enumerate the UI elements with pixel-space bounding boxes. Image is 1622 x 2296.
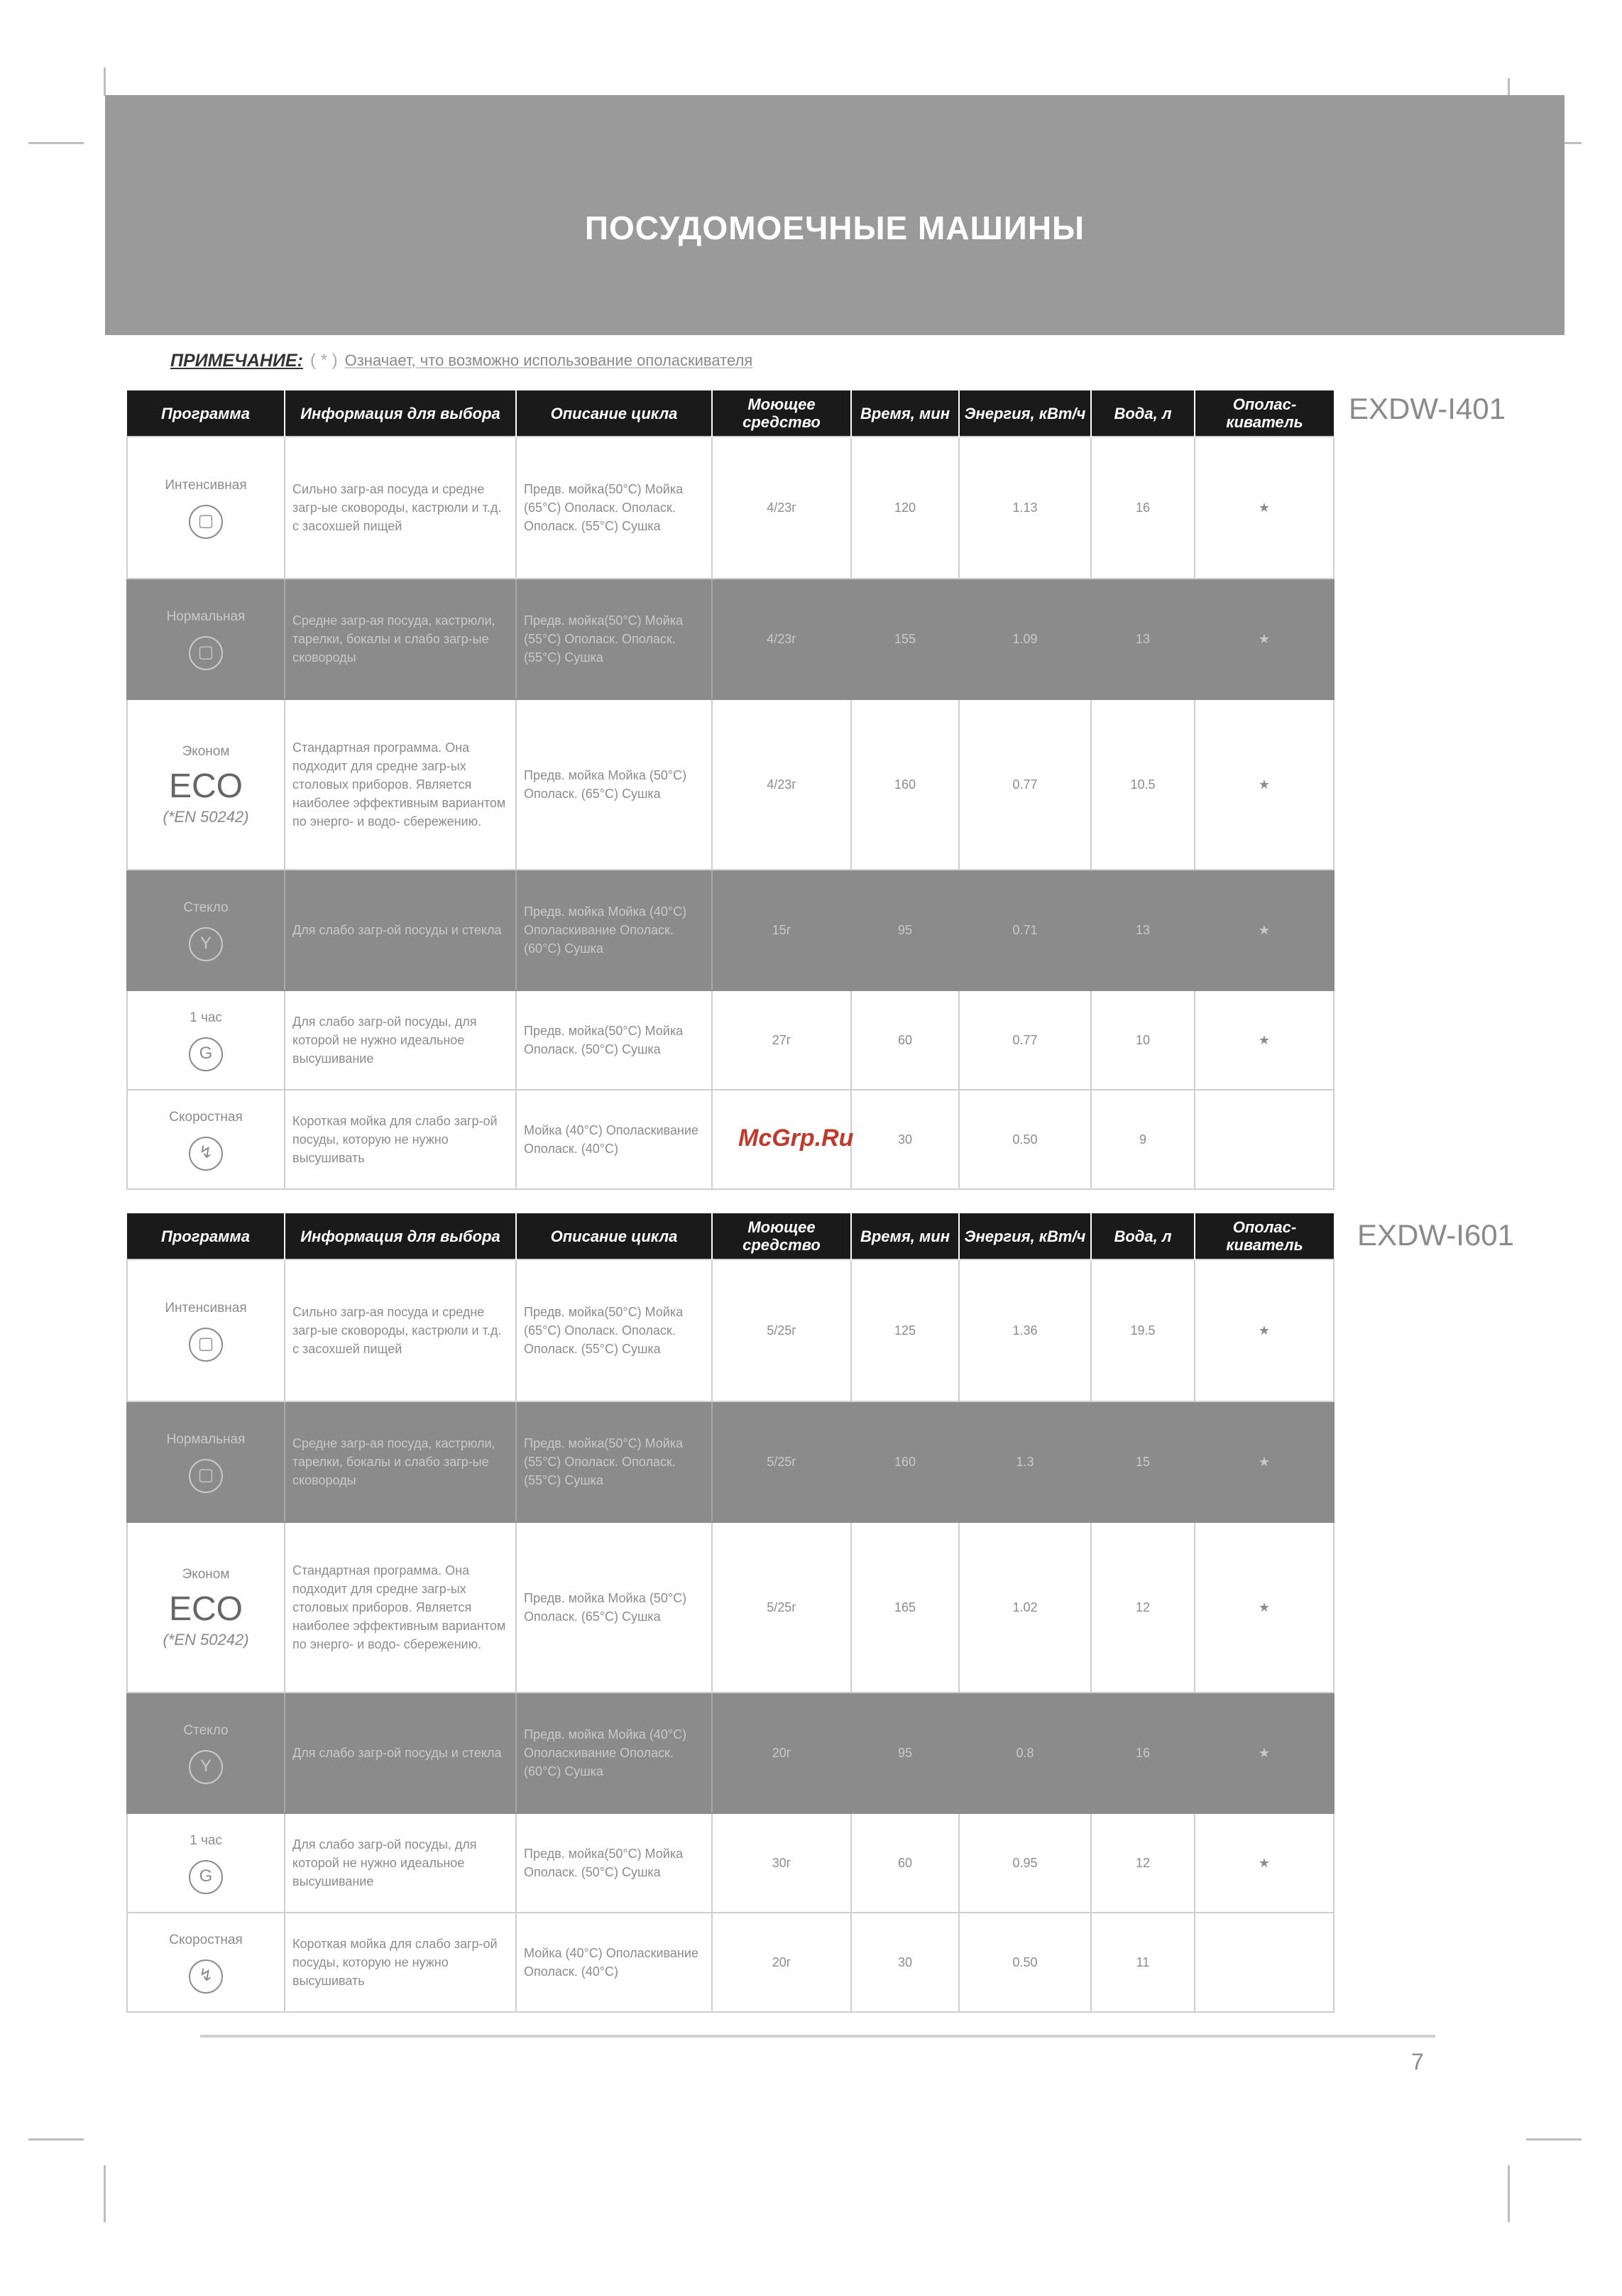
crop-mark	[1526, 2138, 1582, 2141]
table-row	[127, 990, 1334, 1090]
program-name: Нормальная	[166, 1432, 246, 1447]
program-name: Эконом	[182, 1567, 230, 1582]
column-header: Описание цикла	[516, 1213, 712, 1259]
detergent-value: 27г	[712, 990, 851, 1090]
selection-info: Стандартная программа. Она подходит для средне загр-ых столовых приборов. Является наиболее эффективным вариантом по энерго- и водо- сбережению.	[285, 699, 516, 870]
time-value: 160	[851, 699, 959, 870]
model-label-i601: EXDW-I601	[1357, 1218, 1514, 1252]
program-cell	[127, 1401, 285, 1522]
column-header: Ополас-киватель	[1195, 1213, 1334, 1259]
table-row	[127, 870, 1334, 990]
water-value: 13	[1091, 870, 1195, 990]
crop-mark	[1508, 2165, 1510, 2222]
rinse-aid-star-icon: ★	[1195, 1813, 1334, 1913]
selection-info: Короткая мойка для слабо загр-ой посуды, которую не нужно высушивать	[285, 1913, 516, 2012]
time-value: 95	[851, 1693, 959, 1813]
header-band	[105, 95, 1565, 335]
rapid-icon: ↯	[189, 1959, 223, 1994]
water-value: 16	[1091, 437, 1195, 579]
energy-value: 0.77	[959, 990, 1091, 1090]
rinse-aid-star-icon: ★	[1195, 437, 1334, 579]
program-name: 1 час	[190, 1833, 222, 1848]
column-header: Программа	[127, 1213, 285, 1259]
column-header: Моющее средство	[712, 390, 851, 437]
column-header: Описание цикла	[516, 390, 712, 437]
program-name: Интенсивная	[165, 478, 247, 493]
detergent-value: 20г	[712, 1693, 851, 1813]
table-row	[127, 579, 1334, 699]
time-value: 120	[851, 437, 959, 579]
cycle-description: Предв. мойка(50°С) Мойка (55°С) Ополаск. Ополаск.(55°С) Сушка	[516, 579, 712, 699]
cycle-description: Предв. мойка(50°С) Мойка Ополаск. (50°С) Сушка	[516, 1813, 712, 1913]
water-value: 9	[1091, 1090, 1195, 1189]
one-hour-icon: G	[189, 1037, 223, 1071]
water-value: 11	[1091, 1913, 1195, 2012]
table-row	[127, 1693, 1334, 1813]
energy-value: 0.50	[959, 1090, 1091, 1189]
selection-info: Стандартная программа. Она подходит для средне загр-ых столовых приборов. Является наиболее эффективным вариантом по энерго- и водо- сбережению.	[285, 1522, 516, 1693]
detergent-value: 30г	[712, 1813, 851, 1913]
program-name: 1 час	[190, 1010, 222, 1025]
eco-label: ECO	[168, 1590, 243, 1628]
energy-value: 1.02	[959, 1522, 1091, 1693]
time-value: 165	[851, 1522, 959, 1693]
selection-info: Короткая мойка для слабо загр-ой посуды, которую не нужно высушивать	[285, 1090, 516, 1189]
page-title: ПОСУДОМОЕЧНЫЕ МАШИНЫ	[584, 209, 1085, 246]
detergent-value: 4/23г	[712, 699, 851, 870]
program-cell	[127, 699, 285, 870]
energy-value: 0.71	[959, 870, 1091, 990]
column-header: Ополас-киватель	[1195, 390, 1334, 437]
selection-info: Сильно загр-ая посуда и средне загр-ые сковороды, кастрюли и т.д. с засохшей пищей	[285, 1259, 516, 1401]
cycle-description: Предв. мойка Мойка (50°С) Ополаск. (65°С) Сушка	[516, 699, 712, 870]
eco-label: ECO	[168, 767, 243, 805]
normal-pot-icon: ▢	[189, 636, 223, 670]
water-value: 13	[1091, 579, 1195, 699]
rinse-aid-star-icon: ★	[1195, 699, 1334, 870]
table-row	[127, 1401, 1334, 1522]
column-header: Время, мин	[851, 390, 959, 437]
program-cell	[127, 1913, 285, 2012]
column-header: Вода, л	[1091, 1213, 1195, 1259]
rinse-aid-star-icon: ★	[1195, 1522, 1334, 1693]
program-cell	[127, 870, 285, 990]
column-header: Моющее средство	[712, 1213, 851, 1259]
column-header: Энергия, кВт/ч	[959, 1213, 1091, 1259]
cycle-description: Мойка (40°С) Ополаскивание Ополаск. (40°С)	[516, 1090, 712, 1189]
cycle-description: Предв. мойка Мойка (40°С) Ополаскивание Ополаск. (60°С) Сушка	[516, 1693, 712, 1813]
rinse-aid-star-icon	[1195, 1913, 1334, 2012]
program-table-i401	[126, 390, 1335, 1190]
table-header-row	[127, 1213, 1334, 1259]
time-value: 125	[851, 1259, 959, 1401]
note	[170, 346, 1051, 375]
table-row	[127, 699, 1334, 870]
cycle-description: Предв. мойка Мойка (50°С) Ополаск. (65°С) Сушка	[516, 1522, 712, 1693]
eco-standard: (*EN 50242)	[163, 808, 249, 826]
time-value: 60	[851, 990, 959, 1090]
time-value: 160	[851, 1401, 959, 1522]
program-cell	[127, 1813, 285, 1913]
selection-info: Средне загр-ая посуда, кастрюли, тарелки, бокалы и слабо загр-ые сковороды	[285, 1401, 516, 1522]
cycle-description: Мойка (40°С) Ополаскивание Ополаск. (40°С)	[516, 1913, 712, 2012]
program-name: Скоростная	[169, 1110, 243, 1125]
cycle-description: Предв. мойка(50°С) Мойка (55°С) Ополаск. Ополаск.(55°С) Сушка	[516, 1401, 712, 1522]
program-name: Эконом	[182, 744, 230, 759]
water-value: 10	[1091, 990, 1195, 1090]
crop-mark	[104, 2165, 106, 2222]
program-cell	[127, 990, 285, 1090]
selection-info: Для слабо загр-ой посуды, для которой не нужно идеальное высушивание	[285, 1813, 516, 1913]
rinse-aid-star-icon: ★	[1195, 1693, 1334, 1813]
column-header: Время, мин	[851, 1213, 959, 1259]
rinse-aid-star-icon: ★	[1195, 870, 1334, 990]
detergent-value: 20г	[712, 1913, 851, 2012]
energy-value: 1.09	[959, 579, 1091, 699]
column-header: Энергия, кВт/ч	[959, 390, 1091, 437]
normal-pot-icon: ▢	[189, 1459, 223, 1493]
footer-divider	[200, 2035, 1435, 2038]
detergent-value: 15г	[712, 870, 851, 990]
one-hour-icon: G	[189, 1860, 223, 1894]
program-name: Стекло	[183, 1723, 229, 1738]
water-value: 12	[1091, 1522, 1195, 1693]
program-cell	[127, 579, 285, 699]
glass-icon: Y	[189, 1750, 223, 1784]
detergent-value: 4/23г	[712, 579, 851, 699]
program-name: Нормальная	[166, 609, 246, 624]
cycle-description: Предв. мойка(50°С) Мойка Ополаск. (50°С) Сушка	[516, 990, 712, 1090]
energy-value: 0.8	[959, 1693, 1091, 1813]
program-cell	[127, 1090, 285, 1189]
detergent-value: 5/25г	[712, 1259, 851, 1401]
program-table-i601	[126, 1213, 1335, 2013]
time-value: 60	[851, 1813, 959, 1913]
crop-mark	[28, 2138, 84, 2141]
rinse-aid-star-icon	[1195, 1090, 1334, 1189]
rapid-icon: ↯	[189, 1137, 223, 1171]
cycle-description: Предв. мойка(50°С) Мойка (65°С) Ополаск. Ополаск. Ополаск. (55°С) Сушка	[516, 437, 712, 579]
note-star: ( * )	[309, 351, 338, 370]
time-value: 155	[851, 579, 959, 699]
selection-info: Сильно загр-ая посуда и средне загр-ые сковороды, кастрюли и т.д. с засохшей пищей	[285, 437, 516, 579]
energy-value: 0.95	[959, 1813, 1091, 1913]
crop-mark	[104, 67, 106, 96]
table-row	[127, 1522, 1334, 1693]
selection-info: Для слабо загр-ой посуды и стекла	[285, 1693, 516, 1813]
program-cell	[127, 1522, 285, 1693]
glass-icon: Y	[189, 927, 223, 961]
water-value: 16	[1091, 1693, 1195, 1813]
energy-value: 0.50	[959, 1913, 1091, 2012]
column-header: Вода, л	[1091, 390, 1195, 437]
table-row	[127, 1259, 1334, 1401]
water-value: 12	[1091, 1813, 1195, 1913]
rinse-aid-star-icon: ★	[1195, 990, 1334, 1090]
program-name: Стекло	[183, 900, 229, 915]
energy-value: 1.13	[959, 437, 1091, 579]
program-cell	[127, 1259, 285, 1401]
column-header: Информация для выбора	[285, 390, 516, 437]
detergent-value: 5/25г	[712, 1522, 851, 1693]
intensive-pot-icon: ▢	[189, 505, 223, 539]
time-value: 95	[851, 870, 959, 990]
note-label: ПРИМЕЧАНИЕ:	[170, 350, 303, 371]
column-header: Программа	[127, 390, 285, 437]
cycle-description: Предв. мойка(50°С) Мойка (65°С) Ополаск. Ополаск. Ополаск. (55°С) Сушка	[516, 1259, 712, 1401]
column-header: Информация для выбора	[285, 1213, 516, 1259]
program-cell	[127, 1693, 285, 1813]
selection-info: Для слабо загр-ой посуды и стекла	[285, 870, 516, 990]
table-row	[127, 1913, 1334, 2012]
model-label-i401: EXDW-I401	[1349, 392, 1506, 425]
rinse-aid-star-icon: ★	[1195, 579, 1334, 699]
energy-value: 1.36	[959, 1259, 1091, 1401]
table-row	[127, 1090, 1334, 1189]
energy-value: 1.3	[959, 1401, 1091, 1522]
selection-info: Для слабо загр-ой посуды, для которой не нужно идеальное высушивание	[285, 990, 516, 1090]
water-value: 19.5	[1091, 1259, 1195, 1401]
table-row	[127, 437, 1334, 579]
program-cell	[127, 437, 285, 579]
detergent-value: 5/25г	[712, 1401, 851, 1522]
energy-value: 0.77	[959, 699, 1091, 870]
intensive-pot-icon: ▢	[189, 1328, 223, 1362]
water-value: 15	[1091, 1401, 1195, 1522]
time-value: 30	[851, 1090, 959, 1189]
table-row	[127, 1813, 1334, 1913]
selection-info: Средне загр-ая посуда, кастрюли, тарелки, бокалы и слабо загр-ые сковороды	[285, 579, 516, 699]
rinse-aid-star-icon: ★	[1195, 1259, 1334, 1401]
note-text: Означает, что возможно использование ополаскивателя	[344, 351, 753, 369]
program-name: Интенсивная	[165, 1301, 247, 1316]
rinse-aid-star-icon: ★	[1195, 1401, 1334, 1522]
water-value: 10.5	[1091, 699, 1195, 870]
watermark: McGrp.Ru	[738, 1125, 854, 1152]
time-value: 30	[851, 1913, 959, 2012]
cycle-description: Предв. мойка Мойка (40°С) Ополаскивание Ополаск. (60°С) Сушка	[516, 870, 712, 990]
detergent-value: 4/23г	[712, 437, 851, 579]
program-name: Скоростная	[169, 1933, 243, 1947]
eco-standard: (*EN 50242)	[163, 1631, 249, 1649]
page-number: 7	[1411, 2049, 1424, 2074]
table-header-row	[127, 390, 1334, 437]
crop-mark	[28, 142, 84, 144]
